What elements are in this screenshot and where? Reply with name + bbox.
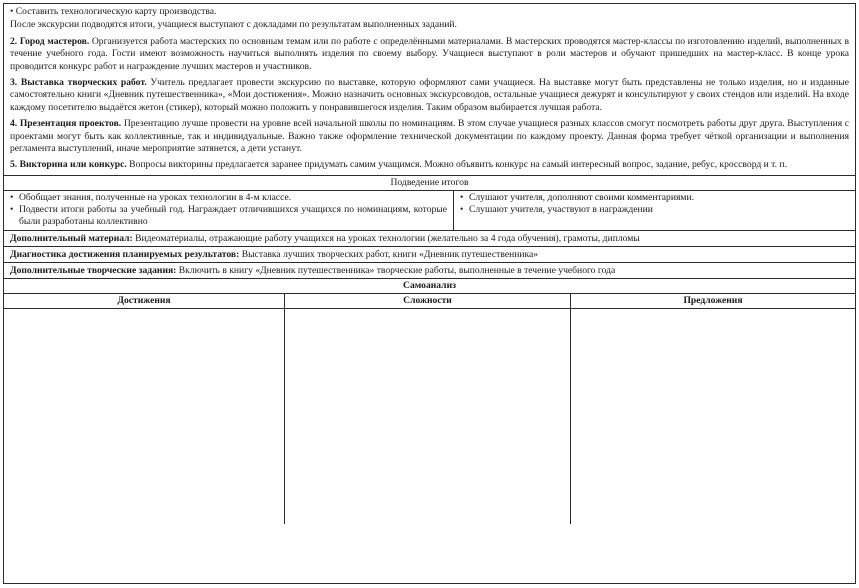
bullet-symbol: • [460,204,464,216]
self-analysis-table [4,294,855,524]
summary-row [4,191,855,232]
difficulties-header: Сложности [285,294,570,309]
lesson-plan-table [3,3,856,584]
list-item [460,192,849,204]
bullet-symbol: • [460,191,464,203]
list-item [460,204,849,216]
item-2 [10,36,849,73]
list-item [10,192,447,204]
item-3-title: 3. Выставка творческих работ. [10,77,147,89]
suggestions-column [571,294,855,524]
bullet-symbol: • [10,6,14,17]
self-analysis-heading: Самоанализ [4,279,855,294]
item-2-text: Организуется работа мастерских по основным темам или по работе с определёнными материалами. В мастерских проводятся мастер-классы по изготовлению изделий, выполненных в течение учебного года. Гости имеют возможность научиться выполнять изделия по своему выбору. Учащиеся выступают в роли мастеров и обучают пришедших на мастер-класс. В конце урока проводится конкурс работ и награждение лучших мастеров и участников. [10,35,850,72]
teacher-activity-text: Подвести итоги работы за учебный год. Награждает отличившихся учащихся по номинациям, которые были разработаны коллективно [19,204,447,228]
item-4-text: Презентацию лучше провести на уровне всей начальной школы по номинациям. В этом случае учащиеся разных классов смогут посмотреть работы друг друга. Выступления с проектами могут быть как коллективные, так и индивидуальные. Важно также оформление технической документации по каждому проекту. Данная форма требует чёткой организации и выполнения регламента выступлений, иначе мероприятие затянется, а дети устанут. [10,118,850,155]
bullet-symbol: • [10,204,14,216]
top-bullet-text: Составить технологическую карту производства. [15,6,217,17]
stages-section [4,4,855,176]
suggestions-header: Предложения [571,294,855,309]
teacher-activity-cell [4,191,454,231]
extra-material-text: Видеоматериалы, отражающие работу учащихся на уроках технологии (желательно за 4 года обучения), грамоты, дипломы [132,233,640,245]
creative-tasks-text: Включить в книгу «Дневник путешественника» творческие работы, выполненные в течение учебного года [176,265,616,277]
achievements-column [4,294,285,524]
extra-material-label: Дополнительный материал: [10,233,133,245]
creative-tasks-row [4,263,855,279]
top-bullet [10,6,849,18]
difficulties-column [285,294,571,524]
item-4-title: 4. Презентация проектов. [10,118,122,130]
student-activity-cell [454,191,855,231]
diagnostics-text: Выставка лучших творческих работ, книги «Дневник путешественника» [239,249,539,261]
excursion-note: После экскурсии подводятся итоги, учащиеся выступают с докладами по результатам выполненных заданий. [10,19,457,31]
creative-tasks-label: Дополнительные творческие задания: [10,265,177,277]
item-5-title: 5. Викторина или конкурс. [10,159,127,171]
diagnostics-label: Диагностика достижения планируемых результатов: [10,249,240,261]
summary-heading: Подведение итогов [4,176,855,191]
item-5-text: Вопросы викторины предлагается заранее придумать самим учащимся. Можно объявить конкурс на самый интересный вопрос, задание, ребус, кроссворд и т. п. [126,159,787,171]
item-3 [10,77,849,114]
item-5 [10,159,849,171]
list-item [10,204,447,228]
item-3-text: Учитель предлагает провести экскурсию по выставке, которую оформляют сами учащиеся. На выставке могут быть представлены не только изделия, но и изданные самостоятельно книги «Дневник путешественника», «Мои достижения». Можно назначить основных экскурсоводов, остальные учащиеся дежурят и консультируют у своих стендов или изделий. На входе каждому посетителю выдаётся жетон (стикер), который можно положить у понравившегося изделия. Таким образом выбирается лучшая работа. [10,77,849,113]
student-activity-text: Слушают учителя, участвуют в награждении [469,204,653,216]
bullet-symbol: • [10,191,14,203]
teacher-activity-text: Обобщает знания, полученные на уроках технологии в 4-м классе. [19,191,292,203]
item-4 [10,118,849,155]
achievements-header: Достижения [4,294,284,309]
item-2-title: 2. Город мастеров. [10,35,90,47]
extra-material-row [4,231,855,247]
student-activity-text: Слушают учителя, дополняют своими комментариями. [469,191,695,203]
diagnostics-row [4,247,855,263]
